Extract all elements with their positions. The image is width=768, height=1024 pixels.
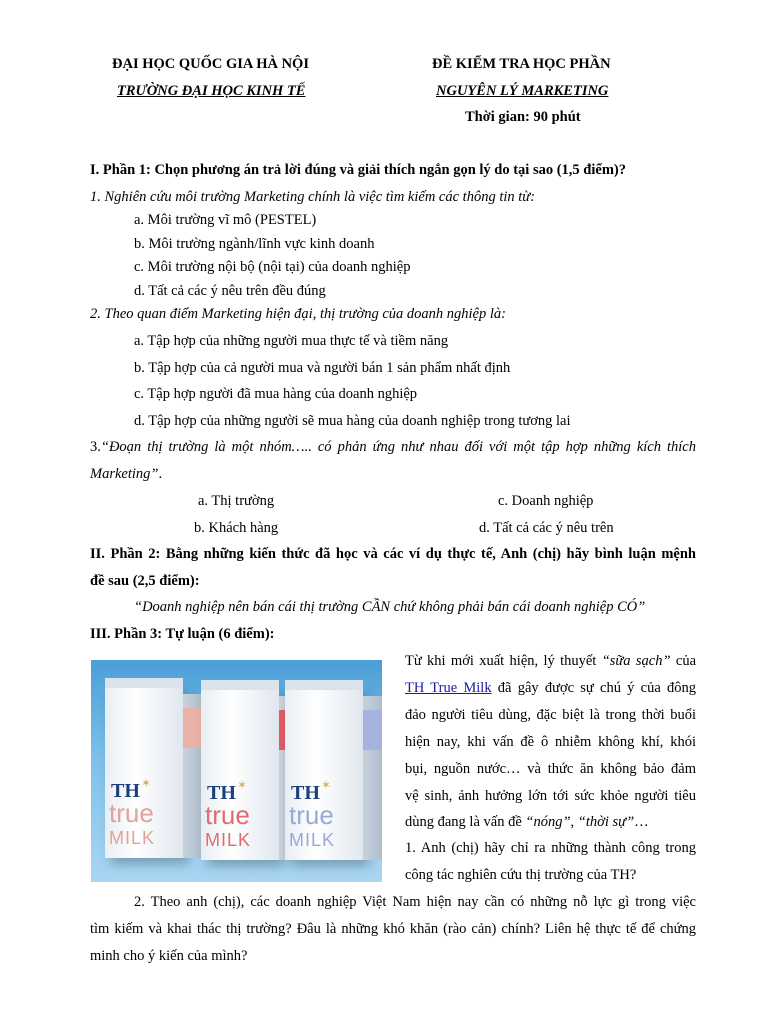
text-run: , [570, 814, 578, 830]
text-run-italic: “thời sự” [577, 814, 635, 830]
carton-top [201, 680, 279, 690]
th-true-milk-link[interactable]: TH True Milk [405, 680, 492, 696]
question-3-line1 [90, 439, 696, 456]
q3-period: . [158, 466, 163, 482]
part2-title-line1: II. Phần 2: Bằng những kiến thức đã học và các ví dụ thực tế, Anh (chị) hãy bình luận mệnh [90, 546, 696, 562]
text-run-italic: “nóng” [525, 814, 571, 830]
part3-q2-line3: minh cho ý kiến của mình? [90, 948, 248, 964]
course-name: NGUYÊN LÝ MARKETING [436, 83, 609, 99]
part1-title: I. Phần 1: Chọn phương án trả lời đúng và giải thích ngắn gọn lý do tại sao (1,5 điểm)? [90, 162, 626, 178]
star-icon: ✶ [321, 778, 332, 792]
text-run-italic: “sữa sạch” [601, 653, 671, 669]
text-run: dùng đang là vấn đề [405, 814, 526, 830]
carton-brand-true: true [205, 800, 250, 830]
part3-para-line7 [405, 814, 649, 831]
part3-title: III. Phần 3: Tự luận (6 điểm): [90, 626, 275, 642]
q2-option-b: b. Tập hợp của cả người mua và người bán 1 sản phẩm nhất định [134, 360, 511, 376]
carton-brand-true: true [289, 800, 334, 830]
part3-q1-line2: công tác nghiên cứu thị trường của TH? [405, 867, 637, 883]
carton-stripe [183, 708, 203, 748]
milk-carton-1 [105, 688, 183, 858]
text-run: … [634, 814, 649, 830]
part3-q2-line1: 2. Theo anh (chị), các doanh nghiệp Việt Nam hiện nay cần có những nỗ lực gì trong việc [134, 894, 696, 910]
q3-option-d: d. Tất cả các ý nêu trên [479, 520, 614, 536]
carton-brand-th: TH [207, 782, 236, 804]
carton-stripe [363, 710, 382, 750]
exam-duration: Thời gian: 90 phút [465, 109, 581, 125]
text-run: của [670, 653, 697, 669]
q2-option-a: a. Tập hợp của những người mua thực tế và tiềm năng [134, 333, 449, 349]
part3-para-line3: đảo người tiêu dùng, đặc biệt là trong thời buổi [405, 707, 696, 723]
part3-q1-line1: 1. Anh (chị) hãy chỉ ra những thành công trong [405, 840, 696, 856]
star-icon: ✶ [237, 778, 248, 792]
part2-quote: “Doanh nghiệp nên bán cái thị trường CẦN chứ không phải bán cái doanh nghiệp CÓ” [134, 599, 646, 615]
part3-para-line4: hiện nay, khi vấn đề ô nhiễm không khí, khói [405, 734, 696, 750]
q1-option-d: d. Tất cả các ý nêu trên đều đúng [134, 283, 326, 299]
star-icon: ✶ [141, 776, 152, 790]
question-3-line2 [90, 466, 162, 483]
carton-brand-th: TH [111, 780, 140, 802]
q1-option-b: b. Môi trường ngành/lĩnh vực kinh doanh [134, 236, 375, 252]
part2-title-line2: đề sau (2,5 điểm): [90, 573, 200, 589]
carton-brand-milk: MILK [109, 828, 156, 848]
q3-text-end: Marketing” [90, 466, 159, 482]
carton-brand-true: true [109, 798, 154, 828]
question-2: 2. Theo quan điểm Marketing hiện đại, thị trường của doanh nghiệp là: [90, 306, 506, 322]
milk-carton-2 [201, 690, 279, 860]
q2-option-d: d. Tập hợp của những người sẽ mua hàng của doanh nghiệp trong tương lai [134, 413, 571, 429]
part3-para-line1 [405, 653, 696, 670]
q1-option-c: c. Môi trường nội bộ (nội tại) của doanh nghiệp [134, 259, 411, 275]
question-1: 1. Nghiên cứu môi trường Marketing chính là việc tìm kiếm các thông tin từ: [90, 189, 536, 205]
milk-carton-3 [285, 690, 363, 860]
carton-top [285, 680, 363, 690]
carton-top [105, 678, 183, 688]
part3-para-line6: vệ sinh, ảnh hưởng lớn tới sức khỏe người tiêu [405, 788, 696, 804]
exam-title: ĐỀ KIỂM TRA HỌC PHẦN [432, 56, 611, 72]
faculty-name: TRƯỜNG ĐẠI HỌC KINH TẾ [117, 83, 306, 99]
q3-text: “Đoạn thị trường là một nhóm….. có phản ứng như nhau đối với một tập hợp những kích thích [100, 439, 696, 455]
q3-option-c: c. Doanh nghiệp [498, 493, 594, 509]
q3-option-b: b. Khách hàng [194, 520, 279, 536]
q3-number: 3. [90, 439, 101, 455]
part3-para-line2 [405, 680, 696, 697]
part3-q2-line2: tìm kiếm và khai thác thị trường? Đâu là những khó khăn (rào cản) chính? Liên hệ thực tế để chứng [90, 921, 696, 937]
q3-option-a: a. Thị trường [198, 493, 275, 509]
text-run: đã gây được sự chú ý của đông [491, 680, 696, 696]
carton-brand-milk: MILK [205, 830, 252, 850]
text-run: Từ khi mới xuất hiện, lý thuyết [405, 653, 602, 669]
th-true-milk-photo [91, 660, 382, 882]
q2-option-c: c. Tập hợp người đã mua hàng của doanh nghiệp [134, 386, 418, 402]
q1-option-a: a. Môi trường vĩ mô (PESTEL) [134, 212, 317, 228]
university-name: ĐẠI HỌC QUỐC GIA HÀ NỘI [112, 56, 309, 72]
part3-para-line5: bụi, nguồn nước… và thức ăn không bảo đảm [405, 761, 696, 777]
carton-brand-th: TH [291, 782, 320, 804]
carton-brand-milk: MILK [289, 830, 336, 850]
